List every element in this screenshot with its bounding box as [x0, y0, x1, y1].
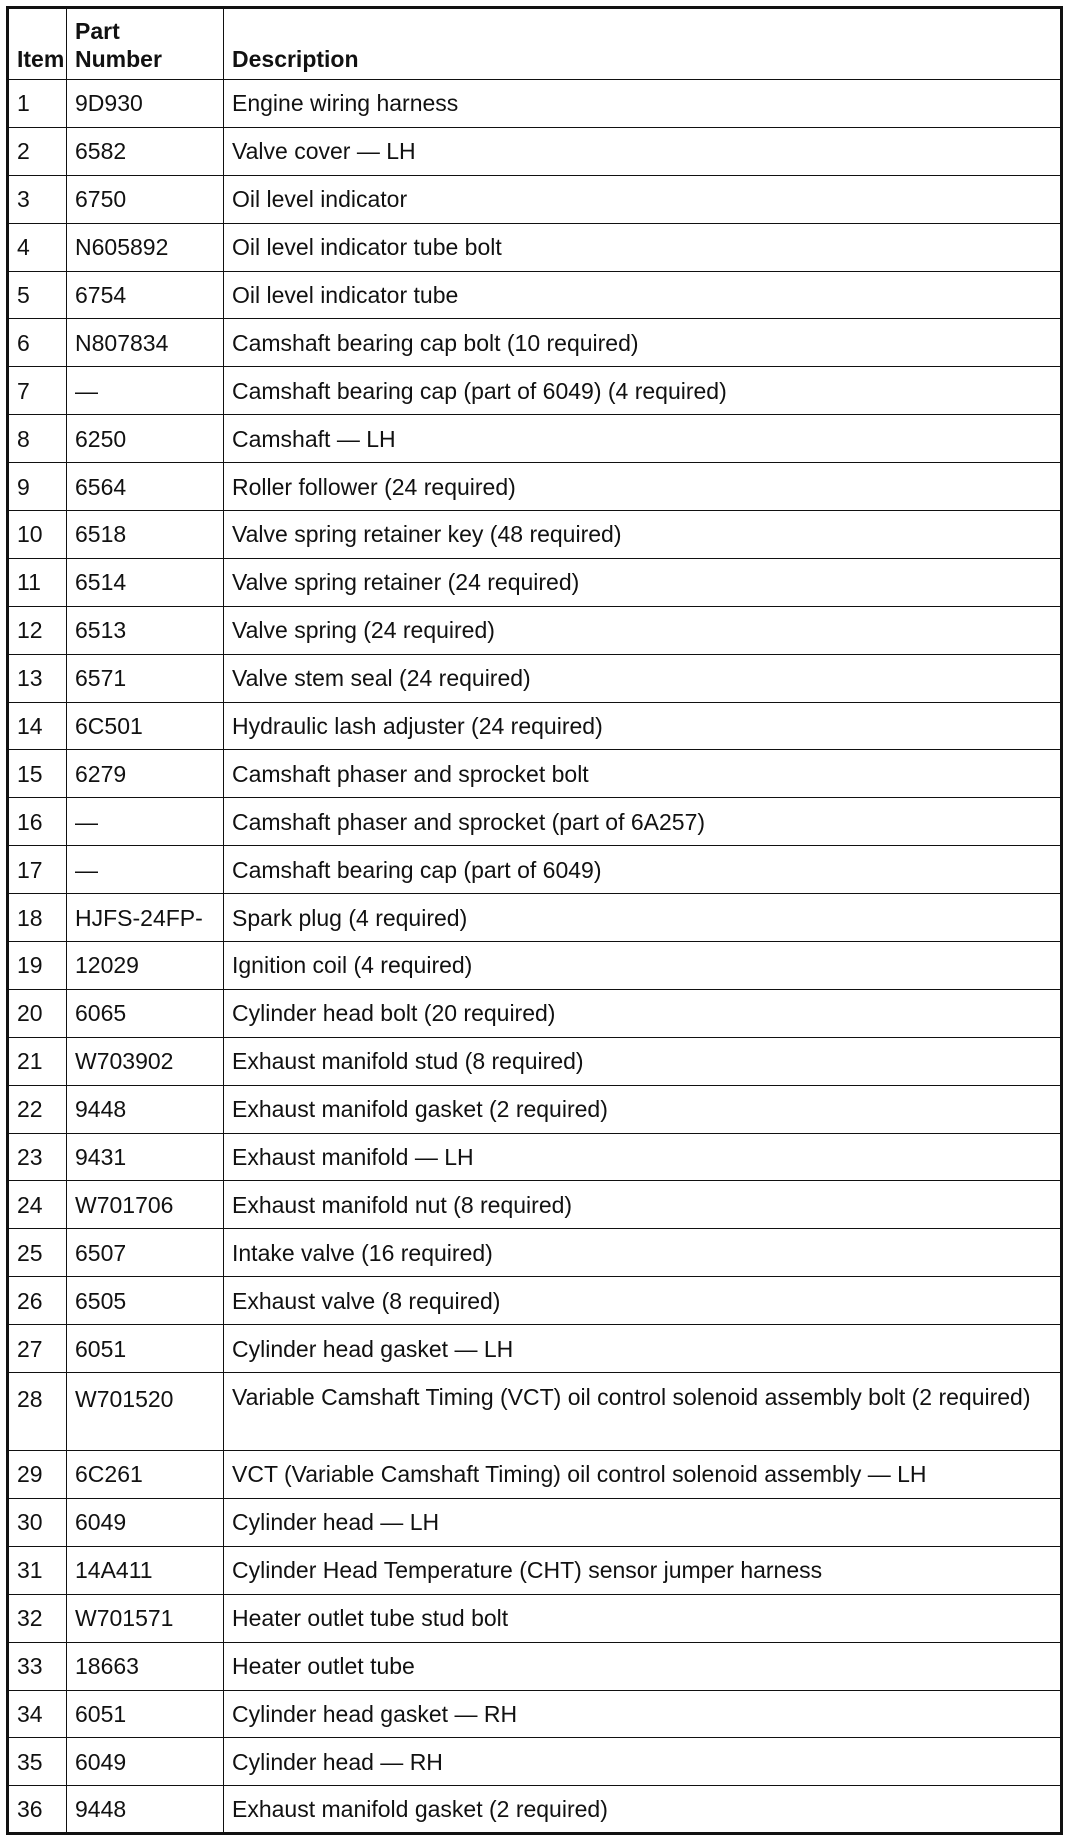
cell-item: 14: [8, 702, 67, 750]
cell-description: VCT (Variable Camshaft Timing) oil control solenoid assembly — LH: [224, 1451, 1062, 1499]
cell-description: Valve spring retainer key (48 required): [224, 511, 1062, 559]
cell-item: 22: [8, 1085, 67, 1133]
cell-part-number: 6049: [67, 1738, 224, 1786]
cell-item: 25: [8, 1229, 67, 1277]
cell-item: 10: [8, 511, 67, 559]
table-row: [8, 1133, 1062, 1181]
cell-description: Spark plug (4 required): [224, 894, 1062, 942]
cell-part-number: W701520: [67, 1373, 224, 1451]
cell-item: 9: [8, 463, 67, 511]
cell-item: 6: [8, 319, 67, 367]
table-row: [8, 558, 1062, 606]
table-row: [8, 127, 1062, 175]
cell-description: Cylinder head gasket — RH: [224, 1690, 1062, 1738]
cell-part-number: 9431: [67, 1133, 224, 1181]
cell-description: Valve cover — LH: [224, 127, 1062, 175]
table-row: [8, 798, 1062, 846]
cell-description: Camshaft bearing cap (part of 6049) (4 required): [224, 367, 1062, 415]
cell-part-number: W701571: [67, 1594, 224, 1642]
cell-part-number: N605892: [67, 223, 224, 271]
cell-item: 34: [8, 1690, 67, 1738]
table-row: [8, 750, 1062, 798]
table-row: [8, 606, 1062, 654]
header-description: Description: [224, 8, 1062, 80]
cell-part-number: W701706: [67, 1181, 224, 1229]
cell-item: 8: [8, 415, 67, 463]
table-row: [8, 1690, 1062, 1738]
cell-item: 1: [8, 80, 67, 128]
cell-item: 35: [8, 1738, 67, 1786]
table-row: [8, 1037, 1062, 1085]
cell-item: 15: [8, 750, 67, 798]
table-row: [8, 80, 1062, 128]
cell-item: 17: [8, 846, 67, 894]
cell-part-number: 14A411: [67, 1546, 224, 1594]
table-row: [8, 1451, 1062, 1499]
table-row: [8, 654, 1062, 702]
header-item: Item: [8, 8, 67, 80]
cell-item: 24: [8, 1181, 67, 1229]
cell-description: Oil level indicator tube bolt: [224, 223, 1062, 271]
cell-part-number: 9448: [67, 1786, 224, 1834]
cell-part-number: W703902: [67, 1037, 224, 1085]
cell-item: 27: [8, 1325, 67, 1373]
cell-description: Exhaust manifold — LH: [224, 1133, 1062, 1181]
cell-item: 36: [8, 1786, 67, 1834]
cell-item: 26: [8, 1277, 67, 1325]
table-row: [8, 1786, 1062, 1834]
cell-part-number: 6513: [67, 606, 224, 654]
cell-part-number: 6279: [67, 750, 224, 798]
cell-item: 16: [8, 798, 67, 846]
table-row: [8, 1373, 1062, 1451]
cell-part-number: 6507: [67, 1229, 224, 1277]
cell-description: Camshaft phaser and sprocket bolt: [224, 750, 1062, 798]
table-row: [8, 1325, 1062, 1373]
table-row: [8, 942, 1062, 990]
cell-part-number: 6514: [67, 558, 224, 606]
cell-description: Ignition coil (4 required): [224, 942, 1062, 990]
cell-description: Exhaust manifold gasket (2 required): [224, 1085, 1062, 1133]
cell-description: Exhaust manifold gasket (2 required): [224, 1786, 1062, 1834]
cell-item: 29: [8, 1451, 67, 1499]
cell-part-number: 6051: [67, 1325, 224, 1373]
table-row: [8, 271, 1062, 319]
table-row: [8, 846, 1062, 894]
header-part-number: [67, 8, 224, 80]
table-row: [8, 223, 1062, 271]
cell-part-number: 6582: [67, 127, 224, 175]
cell-description: Cylinder Head Temperature (CHT) sensor jumper harness: [224, 1546, 1062, 1594]
cell-description: Hydraulic lash adjuster (24 required): [224, 702, 1062, 750]
header-part-line2: Number: [75, 46, 162, 72]
parts-table-header: [8, 8, 1062, 80]
table-row: [8, 989, 1062, 1037]
cell-description: Valve spring (24 required): [224, 606, 1062, 654]
cell-item: 13: [8, 654, 67, 702]
cell-description: Cylinder head gasket — LH: [224, 1325, 1062, 1373]
cell-part-number: —: [67, 846, 224, 894]
cell-item: 30: [8, 1498, 67, 1546]
cell-description: Oil level indicator tube: [224, 271, 1062, 319]
cell-description: Engine wiring harness: [224, 80, 1062, 128]
cell-part-number: 9D930: [67, 80, 224, 128]
cell-item: 11: [8, 558, 67, 606]
cell-description: Oil level indicator: [224, 175, 1062, 223]
cell-item: 33: [8, 1642, 67, 1690]
cell-part-number: 6518: [67, 511, 224, 559]
cell-item: 19: [8, 942, 67, 990]
cell-part-number: 6250: [67, 415, 224, 463]
cell-part-number: 6065: [67, 989, 224, 1037]
table-row: [8, 894, 1062, 942]
cell-description: Valve stem seal (24 required): [224, 654, 1062, 702]
cell-item: 23: [8, 1133, 67, 1181]
table-row: [8, 1498, 1062, 1546]
cell-part-number: 9448: [67, 1085, 224, 1133]
cell-item: 12: [8, 606, 67, 654]
cell-part-number: 6505: [67, 1277, 224, 1325]
cell-description: Roller follower (24 required): [224, 463, 1062, 511]
cell-description: Camshaft bearing cap (part of 6049): [224, 846, 1062, 894]
header-row: [8, 8, 1062, 80]
table-row: [8, 1229, 1062, 1277]
cell-part-number: 18663: [67, 1642, 224, 1690]
cell-part-number: 6750: [67, 175, 224, 223]
cell-part-number: 6754: [67, 271, 224, 319]
cell-item: 20: [8, 989, 67, 1037]
cell-part-number: 6C261: [67, 1451, 224, 1499]
cell-description: Exhaust valve (8 required): [224, 1277, 1062, 1325]
table-row: [8, 319, 1062, 367]
table-row: [8, 1642, 1062, 1690]
table-row: [8, 367, 1062, 415]
cell-item: 32: [8, 1594, 67, 1642]
parts-table: [6, 6, 1063, 1835]
cell-part-number: 12029: [67, 942, 224, 990]
cell-description: Variable Camshaft Timing (VCT) oil control solenoid assembly bolt (2 required): [224, 1373, 1062, 1451]
cell-description: Camshaft bearing cap bolt (10 required): [224, 319, 1062, 367]
cell-description: Cylinder head — LH: [224, 1498, 1062, 1546]
cell-item: 28: [8, 1373, 67, 1451]
cell-description: Heater outlet tube stud bolt: [224, 1594, 1062, 1642]
cell-part-number: 6564: [67, 463, 224, 511]
cell-part-number: HJFS-24FP-: [67, 894, 224, 942]
cell-item: 31: [8, 1546, 67, 1594]
cell-item: 7: [8, 367, 67, 415]
table-row: [8, 1277, 1062, 1325]
table-row: [8, 511, 1062, 559]
cell-item: 5: [8, 271, 67, 319]
table-row: [8, 1085, 1062, 1133]
cell-description: Exhaust manifold nut (8 required): [224, 1181, 1062, 1229]
cell-item: 2: [8, 127, 67, 175]
cell-part-number: 6049: [67, 1498, 224, 1546]
parts-table-body: [8, 80, 1062, 1834]
cell-part-number: N807834: [67, 319, 224, 367]
cell-part-number: 6571: [67, 654, 224, 702]
table-row: [8, 1546, 1062, 1594]
table-row: [8, 415, 1062, 463]
cell-description: Intake valve (16 required): [224, 1229, 1062, 1277]
cell-description: Heater outlet tube: [224, 1642, 1062, 1690]
table-row: [8, 1738, 1062, 1786]
cell-item: 18: [8, 894, 67, 942]
cell-part-number: —: [67, 367, 224, 415]
header-part-line1: Part: [75, 18, 120, 44]
cell-description: Camshaft — LH: [224, 415, 1062, 463]
cell-description: Cylinder head bolt (20 required): [224, 989, 1062, 1037]
table-row: [8, 175, 1062, 223]
table-row: [8, 702, 1062, 750]
cell-description: Camshaft phaser and sprocket (part of 6A257): [224, 798, 1062, 846]
cell-description: Valve spring retainer (24 required): [224, 558, 1062, 606]
table-row: [8, 463, 1062, 511]
cell-item: 3: [8, 175, 67, 223]
table-row: [8, 1594, 1062, 1642]
cell-item: 21: [8, 1037, 67, 1085]
cell-description: Cylinder head — RH: [224, 1738, 1062, 1786]
table-row: [8, 1181, 1062, 1229]
cell-part-number: 6C501: [67, 702, 224, 750]
cell-description: Exhaust manifold stud (8 required): [224, 1037, 1062, 1085]
cell-part-number: 6051: [67, 1690, 224, 1738]
cell-item: 4: [8, 223, 67, 271]
cell-part-number: —: [67, 798, 224, 846]
